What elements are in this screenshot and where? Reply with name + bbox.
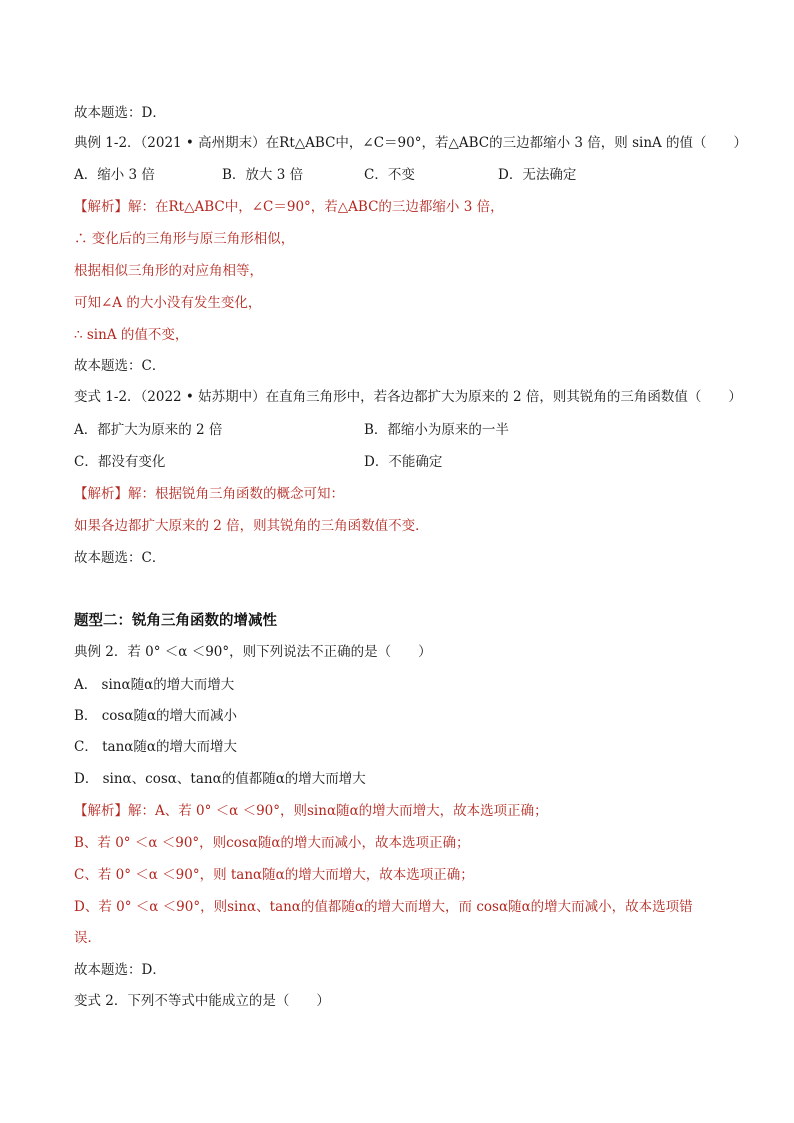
variant-2-question: 变式 2．下列不等式中能成立的是（ ） [74,993,330,1009]
option-c: C． tanα随α的增大而增大 [74,739,238,755]
variant-1-2-question: 变式 1-2．（2022 • 姑苏期中）在直角三角形中，若各边都扩大为原来的 2 倍，则其锐角的三角函数值（ ） [74,389,742,405]
answer-line: 故本题选：C． [74,550,166,566]
option-a: A．都扩大为原来的 2 倍 [74,422,223,438]
solution-line: D、若 0° ＜α ＜90°，则sinα、tanα的值都随α的增大而增大，而 cosα随α的增大而减小，故本选项错 [74,899,693,915]
solution-line: ∴ sinA 的值不变， [74,327,189,343]
solution-line: 可知∠A 的大小没有发生变化， [74,295,262,311]
solution-line: 【解析】解：根据锐角三角函数的概念可知： [74,486,344,502]
solution-line: 根据相似三角形的对应角相等， [74,263,263,279]
option-c: C．都没有变化 [74,454,166,470]
option-b: B．放大 3 倍 [222,167,304,183]
section-heading: 题型二：锐角三角函数的增减性 [74,612,277,629]
solution-line: ∴ 变化后的三角形与原三角形相似， [74,231,295,247]
solution-line: 【解析】解：A、若 0° ＜α ＜90°，则sinα随α的增大而增大，故本选项正确； [74,803,548,819]
example-2-question: 典例 2．若 0° ＜α ＜90°，则下列说法不正确的是（ ） [74,644,432,660]
option-c: C．不变 [364,167,415,183]
option-b: B．都缩小为原来的一半 [364,422,509,438]
option-b: B． cosα随α的增大而减小 [74,708,238,724]
solution-line: 误． [74,930,101,946]
answer-line: 故本题选：D． [74,105,166,121]
option-a: A．缩小 3 倍 [74,167,155,183]
answer-line: 故本题选：D． [74,962,166,978]
option-d: D．无法确定 [498,167,577,183]
option-d: D． sinα、cosα、tanα的值都随α的增大而增大 [74,771,366,787]
solution-line: B、若 0° ＜α ＜90°，则cosα随α的增大而减小，故本选项正确； [74,835,470,851]
solution-line: 【解析】解：在Rt△ABC中，∠C＝90°，若△ABC的三边都缩小 3 倍， [74,199,504,215]
answer-line: 故本题选：C． [74,358,166,374]
option-a: A． sinα随α的增大而增大 [74,677,235,693]
solution-line: 如果各边都扩大原来的 2 倍，则其锐角的三角函数值不变． [74,518,429,534]
example-1-2-question: 典例 1-2．（2021 • 高州期末）在Rt△ABC中，∠C＝90°，若△ABC的三边都缩小 3 倍，则 sinA 的值（ ） [74,135,748,151]
solution-line: C、若 0° ＜α ＜90°，则 tanα随α的增大而增大，故本选项正确； [74,867,474,883]
option-d: D．不能确定 [364,454,443,470]
